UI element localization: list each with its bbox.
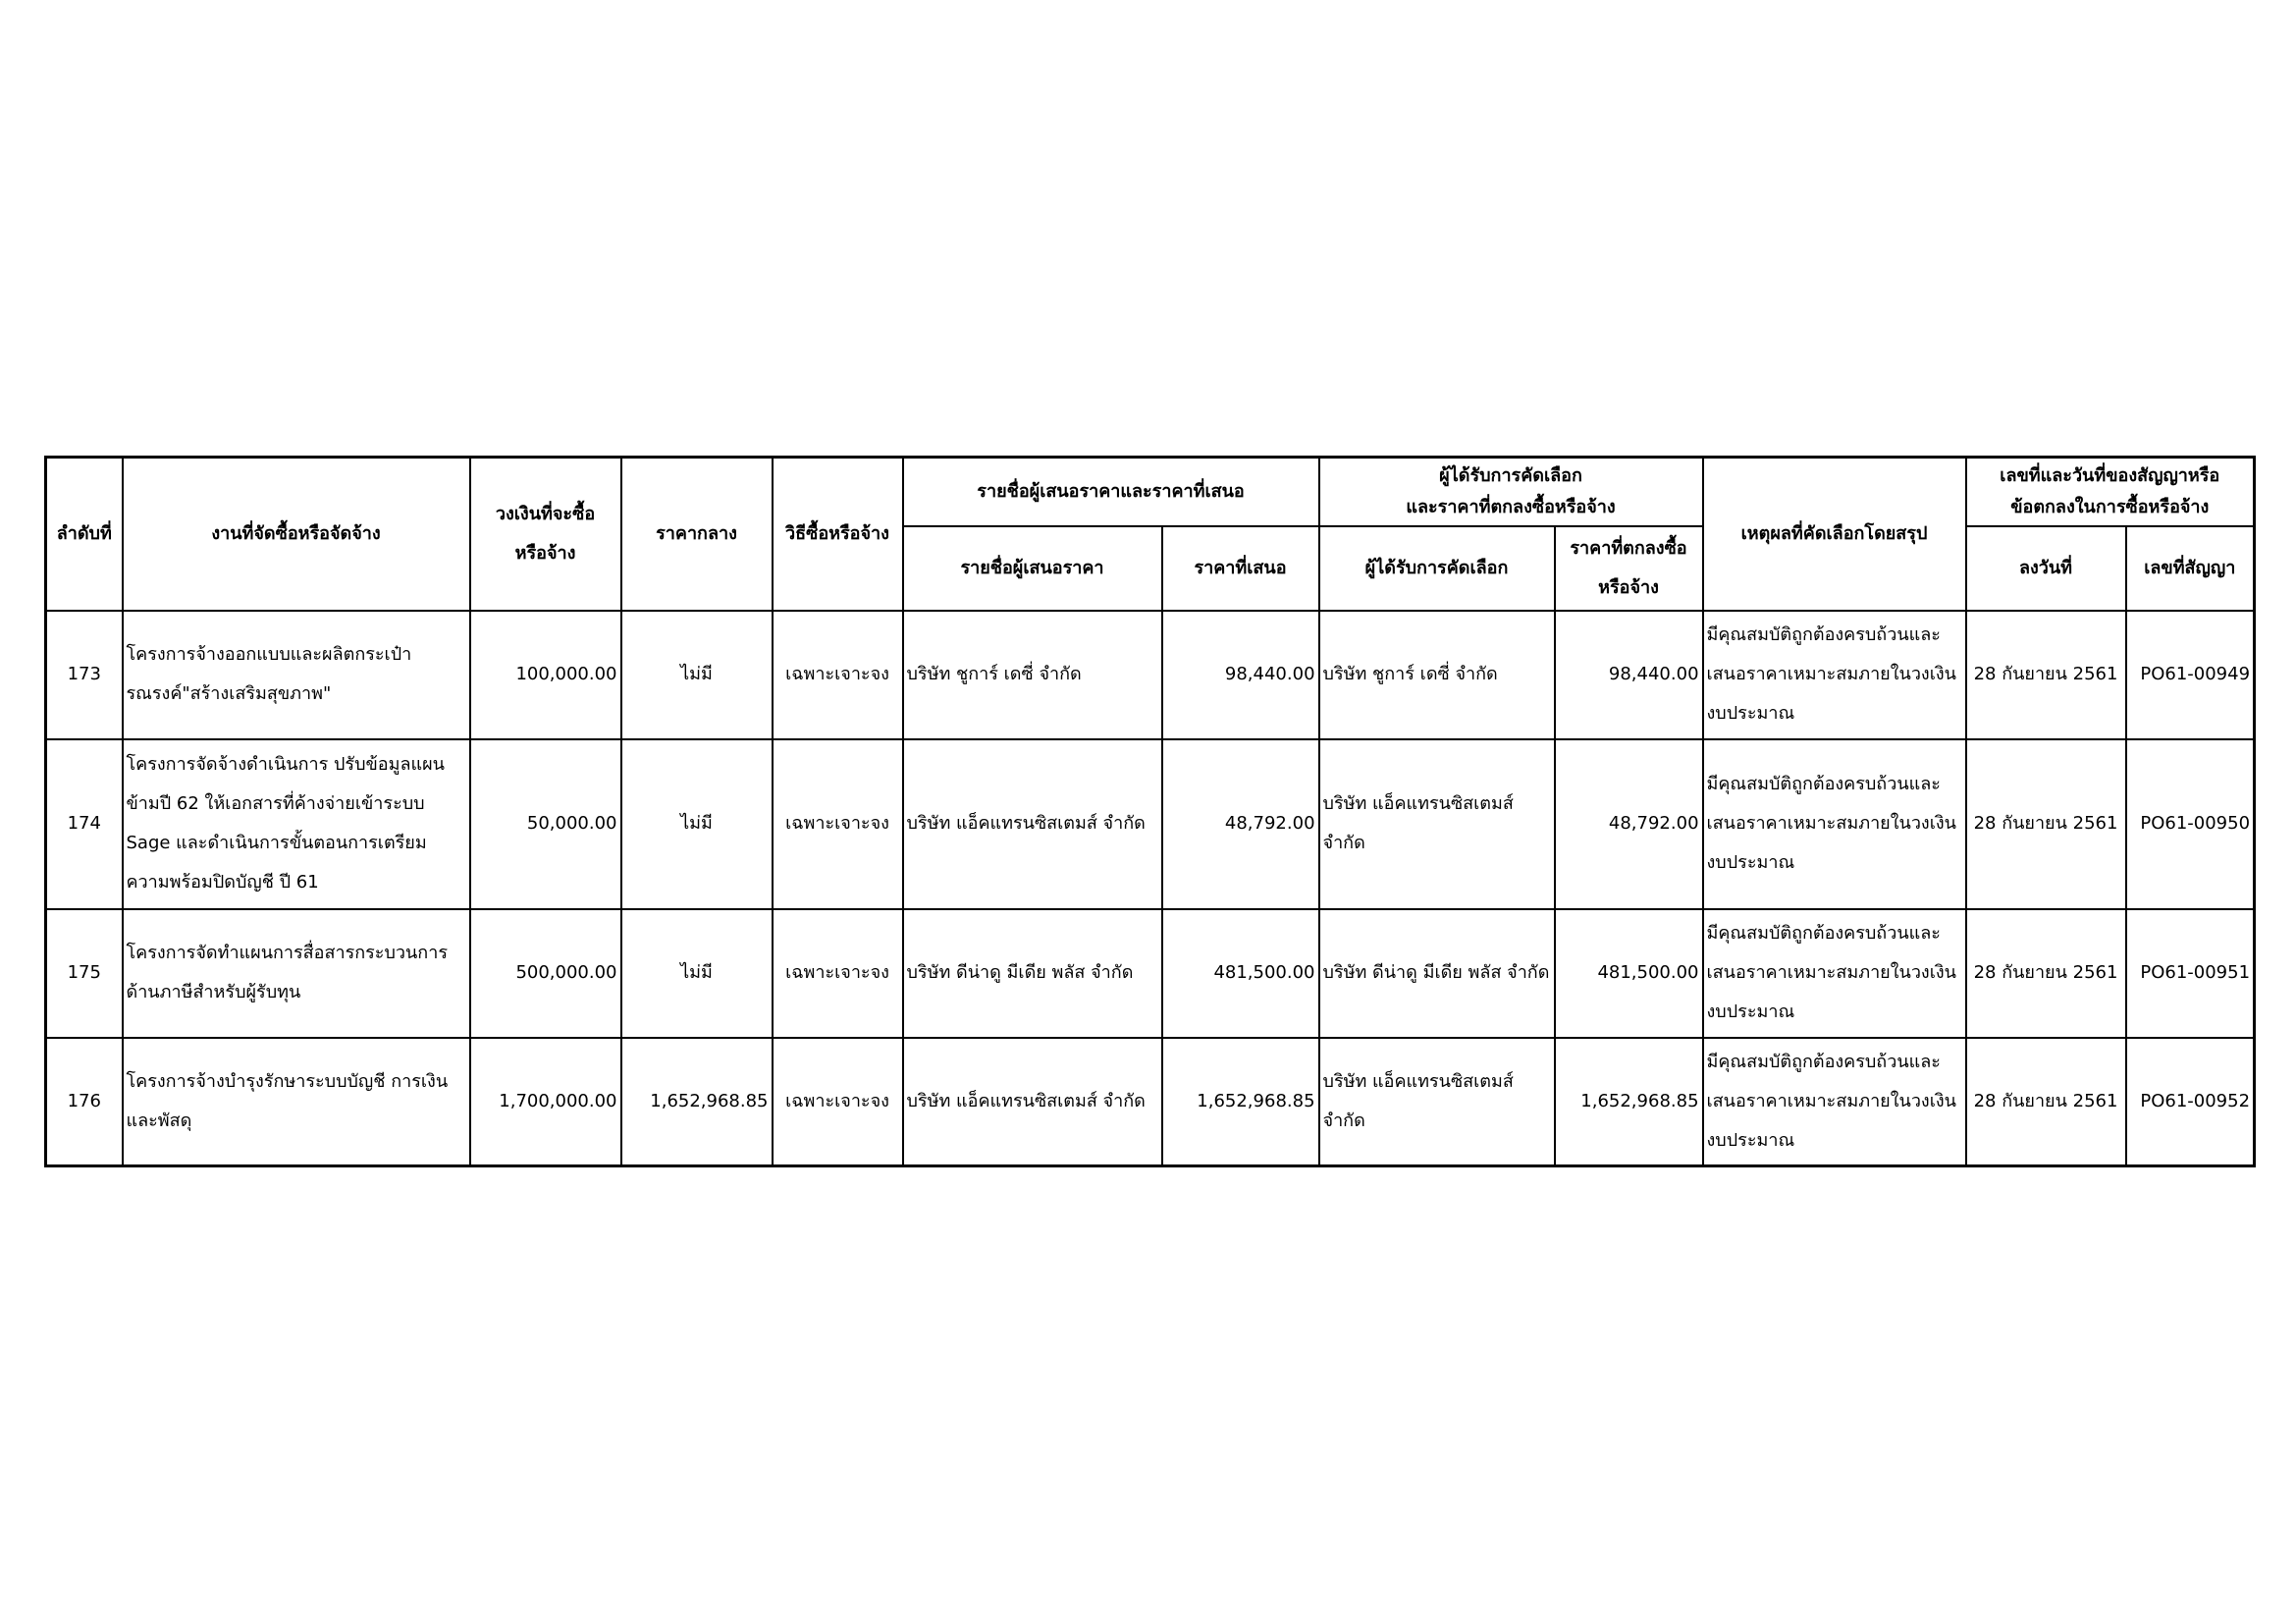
header-bidder-name: รายชื่อผู้เสนอราคา [903, 526, 1162, 611]
procurement-table [44, 456, 2256, 1167]
cell-method: เฉพาะเจาะจง [773, 611, 903, 739]
cell-agreed-price: 1,652,968.85 [1555, 1038, 1703, 1166]
header-contract-line: ข้อตกลงในการซื้อหรือจ้าง [2010, 496, 2210, 517]
cell-budget: 100,000.00 [470, 611, 621, 739]
cell-item-line: โครงการจัดทำแผนการสื่อสารกระบวนการ [126, 943, 448, 963]
cell-budget: 1,700,000.00 [470, 1038, 621, 1166]
header-median-price: ราคากลาง [621, 458, 773, 611]
cell-item-line: โครงการจัดจ้างดำเนินการ ปรับข้อมูลแผน [126, 754, 445, 775]
table-row [46, 611, 2255, 739]
cell-item [123, 1038, 470, 1166]
cell-median-price: ไม่มี [621, 739, 773, 909]
cell-method: เฉพาะเจาะจง [773, 909, 903, 1038]
cell-reason-line: มีคุณสมบัติถูกต้องครบถ้วนและ [1706, 923, 1941, 944]
cell-bidder-name: บริษัท แอ็คแทรนซิสเตมส์ จำกัด [903, 1038, 1162, 1166]
cell-seq: 174 [46, 739, 123, 909]
cell-reason-line: งบประมาณ [1706, 703, 1795, 724]
cell-selected-name [1319, 909, 1555, 1038]
cell-item-line: ความพร้อมปิดบัญชี ปี 61 [126, 872, 319, 893]
cell-item-line: ข้ามปี 62 ให้เอกสารที่ค้างจ่ายเข้าระบบ [126, 793, 425, 814]
cell-contract-date: 28 กันยายน 2561 [1966, 909, 2126, 1038]
cell-reason-line: งบประมาณ [1706, 1129, 1795, 1151]
header-selected-line: ผู้ได้รับการคัดเลือก [1439, 464, 1582, 486]
cell-item-line: Sage และดำเนินการขั้นตอนการเตรียม [126, 833, 427, 853]
cell-reason-line: เสนอราคาเหมาะสมภายในวงเงิน [1706, 1090, 1956, 1111]
cell-bid-price: 1,652,968.85 [1162, 1038, 1319, 1166]
cell-reason-line: มีคุณสมบัติถูกต้องครบถ้วนและ [1706, 774, 1941, 794]
cell-item-line: รณรงค์"สร้างเสริมสุขภาพ" [126, 683, 332, 704]
cell-contract-date: 28 กันยายน 2561 [1966, 611, 2126, 739]
cell-agreed-price: 481,500.00 [1555, 909, 1703, 1038]
header-item: งานที่จัดซื้อหรือจัดจ้าง [123, 458, 470, 611]
header-selected-name: ผู้ได้รับการคัดเลือก [1319, 526, 1555, 611]
header-selected-line: และราคาที่ตกลงซื้อหรือจ้าง [1406, 496, 1616, 517]
table-row [46, 739, 2255, 909]
cell-bid-price: 98,440.00 [1162, 611, 1319, 739]
cell-reason [1703, 739, 1966, 909]
cell-item [123, 611, 470, 739]
cell-bid-price: 48,792.00 [1162, 739, 1319, 909]
cell-contract-no: PO61-00949 [2126, 611, 2255, 739]
cell-method: เฉพาะเจาะจง [773, 1038, 903, 1166]
table-row [46, 1038, 2255, 1166]
cell-reason-line: งบประมาณ [1706, 1001, 1795, 1022]
cell-item [123, 909, 470, 1038]
cell-selected-line: บริษัท แอ็คแทรนซิสเตมส์ [1322, 1070, 1514, 1092]
cell-seq: 176 [46, 1038, 123, 1166]
cell-item-line: และพัสดุ [126, 1110, 192, 1131]
table-row [46, 909, 2255, 1038]
table-body [46, 611, 2255, 1166]
header-agreed-price [1555, 526, 1703, 611]
header-budget [470, 458, 621, 611]
cell-contract-date: 28 กันยายน 2561 [1966, 739, 2126, 909]
cell-budget: 50,000.00 [470, 739, 621, 909]
cell-reason [1703, 909, 1966, 1038]
cell-method: เฉพาะเจาะจง [773, 739, 903, 909]
cell-reason-line: เสนอราคาเหมาะสมภายในวงเงิน [1706, 664, 1956, 684]
header-contract-date: ลงวันที่ [1966, 526, 2126, 611]
cell-bid-price: 481,500.00 [1162, 909, 1319, 1038]
header-contract-no: เลขที่สัญญา [2126, 526, 2255, 611]
cell-contract-no: PO61-00951 [2126, 909, 2255, 1038]
cell-seq: 173 [46, 611, 123, 739]
cell-reason-line: มีคุณสมบัติถูกต้องครบถ้วนและ [1706, 1051, 1941, 1072]
cell-selected-line: จำกัด [1322, 833, 1365, 853]
cell-agreed-price: 48,792.00 [1555, 739, 1703, 909]
cell-reason [1703, 1038, 1966, 1166]
cell-agreed-price: 98,440.00 [1555, 611, 1703, 739]
cell-seq: 175 [46, 909, 123, 1038]
cell-median-price: 1,652,968.85 [621, 1038, 773, 1166]
cell-selected-name [1319, 1038, 1555, 1166]
cell-contract-no: PO61-00950 [2126, 739, 2255, 909]
cell-item [123, 739, 470, 909]
cell-selected-line: จำกัด [1322, 1110, 1365, 1131]
cell-reason-line: มีคุณสมบัติถูกต้องครบถ้วนและ [1706, 624, 1941, 645]
cell-contract-no: PO61-00952 [2126, 1038, 2255, 1166]
header-selected-group [1319, 458, 1703, 526]
cell-selected-line: บริษัท ดีน่าดู มีเดีย พลัส จำกัด [1322, 962, 1550, 983]
header-agreed-line: ราคาที่ตกลงซื้อ [1570, 537, 1687, 559]
cell-reason-line: เสนอราคาเหมาะสมภายในวงเงิน [1706, 813, 1956, 834]
cell-bidder-name: บริษัท แอ็คแทรนซิสเตมส์ จำกัด [903, 739, 1162, 909]
header-reason: เหตุผลที่คัดเลือกโดยสรุป [1703, 458, 1966, 611]
cell-item-line: โครงการจ้างบำรุงรักษาระบบบัญชี การเงิน [126, 1070, 449, 1092]
cell-bidder-name: บริษัท ดีน่าดู มีเดีย พลัส จำกัด [903, 909, 1162, 1038]
cell-contract-date: 28 กันยายน 2561 [1966, 1038, 2126, 1166]
cell-selected-name [1319, 611, 1555, 739]
cell-item-line: ด้านภาษีสำหรับผู้รับทุน [126, 982, 301, 1002]
header-contract-line: เลขที่และวันที่ของสัญญาหรือ [2000, 464, 2220, 486]
header-bid-price: ราคาที่เสนอ [1162, 526, 1319, 611]
cell-reason-line: งบประมาณ [1706, 852, 1795, 873]
cell-budget: 500,000.00 [470, 909, 621, 1038]
header-bidders-group: รายชื่อผู้เสนอราคาและราคาที่เสนอ [903, 458, 1319, 526]
header-agreed-line: หรือจ้าง [1598, 576, 1659, 598]
table-header [46, 458, 2255, 611]
header-budget-line: วงเงินที่จะซื้อ [495, 503, 596, 524]
header-contract-group [1966, 458, 2255, 526]
cell-selected-line: บริษัท ชูการ์ เดซี่ จำกัด [1322, 664, 1498, 684]
header-seq: ลำดับที่ [46, 458, 123, 611]
cell-selected-name [1319, 739, 1555, 909]
cell-selected-line: บริษัท แอ็คแทรนซิสเตมส์ [1322, 793, 1514, 814]
cell-item-line: โครงการจ้างออกแบบและผลิตกระเป๋า [126, 644, 412, 665]
cell-median-price: ไม่มี [621, 909, 773, 1038]
cell-median-price: ไม่มี [621, 611, 773, 739]
header-method: วิธีซื้อหรือจ้าง [773, 458, 903, 611]
cell-bidder-name: บริษัท ชูการ์ เดซี่ จำกัด [903, 611, 1162, 739]
cell-reason-line: เสนอราคาเหมาะสมภายในวงเงิน [1706, 962, 1956, 983]
header-budget-line: หรือจ้าง [514, 542, 576, 564]
cell-reason [1703, 611, 1966, 739]
